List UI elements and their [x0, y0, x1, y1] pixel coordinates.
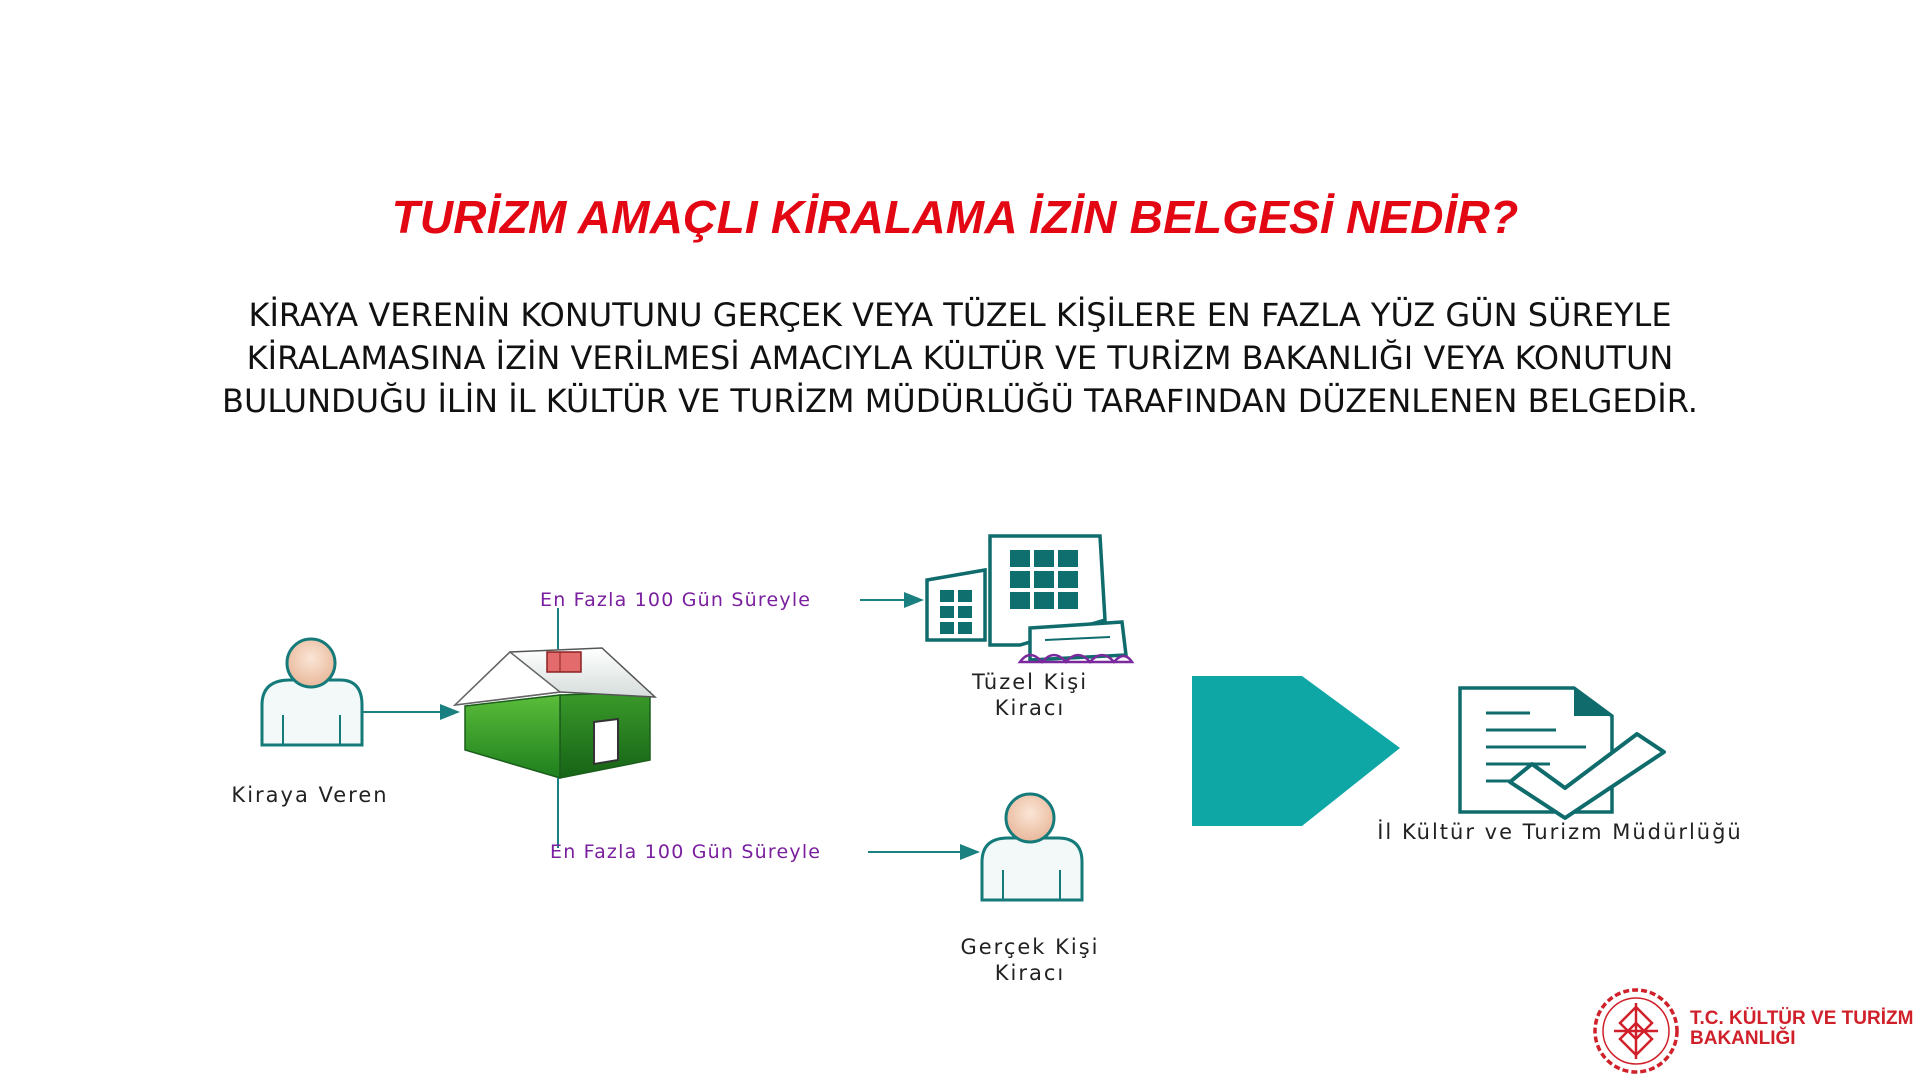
real-tenant-label-line2: Kiracı [994, 961, 1066, 985]
description-line: KİRALAMASINA İZİN VERİLMESİ AMACIYLA KÜLTÜR VE TURİZM BAKANLIĞI VEYA KONUTUN [246, 339, 1674, 377]
description-line: KİRAYA VERENİN KONUTUNU GERÇEK VEYA TÜZEL KİŞİLERE EN FAZLA YÜZ GÜN SÜREYLE [248, 296, 1672, 334]
logo-line1: T.C. KÜLTÜR VE TURİZM [1690, 1008, 1914, 1029]
tenant-person-icon [982, 794, 1082, 900]
approved-document-icon [1460, 688, 1664, 818]
top-arrow-label: En Fazla 100 Gün Süreyle [540, 589, 812, 611]
landlord-person-icon [262, 639, 362, 745]
directorate-label: İl Kültür ve Turizm Müdürlüğü [1377, 820, 1743, 844]
page-title: TURİZM AMAÇLI KİRALAMA İZİN BELGESİ NEDİR? [391, 191, 1519, 243]
logo-line2: BAKANLIĞI [1690, 1028, 1796, 1049]
ministry-emblem-icon [1590, 985, 1686, 1075]
real-tenant-label-line1: Gerçek Kişi [960, 935, 1100, 959]
legal-tenant-label-line1: Tüzel Kişi [971, 670, 1089, 694]
landlord-label: Kiraya Veren [231, 783, 389, 807]
legal-tenant-label-line2: Kiracı [994, 696, 1066, 720]
ministry-logo-text [1690, 1009, 1913, 1049]
building-icon [927, 536, 1126, 660]
ministry-logo [1590, 985, 1914, 1075]
bottom-arrow-label: En Fazla 100 Gün Süreyle [550, 841, 822, 863]
description-line: BULUNDUĞU İLİN İL KÜLTÜR VE TURİZM MÜDÜRLÜĞÜ TARAFINDAN DÜZENLENEN BELGEDİR. [222, 382, 1698, 420]
flow-pentagon-arrow [1192, 676, 1400, 826]
house-icon [455, 648, 655, 778]
